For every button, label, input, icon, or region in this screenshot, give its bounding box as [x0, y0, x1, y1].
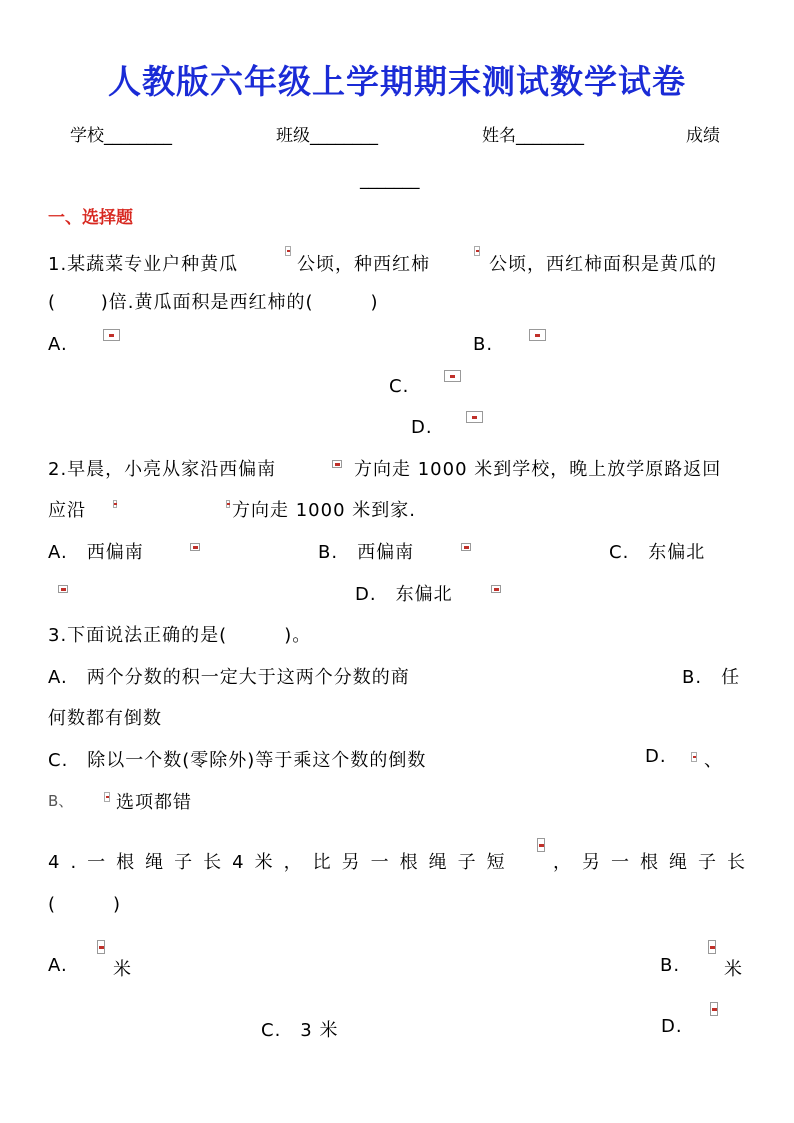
angle-image-icon — [332, 460, 342, 468]
q2-text-a: 2.早晨，小亮从家沿西偏南 — [48, 459, 277, 480]
score-field: 成绩 — [686, 126, 720, 146]
q1-option-a: A. — [48, 334, 68, 355]
score-blank: _______ — [360, 170, 420, 190]
fraction-image-icon — [444, 370, 461, 382]
q4-option-d: D. — [661, 1016, 683, 1037]
fraction-image-icon — [466, 411, 483, 423]
q3-option-b-cont: 何数都有倒数 — [48, 708, 162, 729]
option-image-icon — [104, 792, 110, 802]
section-heading: 一、选择题 — [48, 208, 133, 228]
q3-option-d: D. — [645, 746, 667, 767]
fraction-image-icon — [285, 246, 291, 256]
q4-text-line2: ( ) — [48, 894, 122, 915]
q3-option-a: A. 两个分数的积一定大于这两个分数的商 — [48, 667, 410, 688]
q3-option-d-b: B、 — [48, 792, 74, 810]
q3-option-d-sep: 、 — [704, 750, 723, 771]
q4-option-c: C. 3 米 — [261, 1020, 339, 1041]
fraction-image-icon — [708, 940, 716, 954]
q3-option-d-text: 选项都错 — [116, 792, 192, 813]
q1-text-line2: ( )倍.黄瓜面积是西红柿的( ) — [48, 292, 379, 313]
page-title: 人教版六年级上学期期末测试数学试卷 — [108, 62, 686, 101]
q1-option-b: B. — [473, 334, 494, 355]
fraction-image-icon — [710, 1002, 718, 1016]
q3-text: 3.下面说法正确的是( )。 — [48, 625, 312, 646]
q4-text-a: 4.一根绳子长4米，比另一根绳子短 — [48, 852, 516, 873]
fraction-image-icon — [474, 246, 480, 256]
direction-image-icon — [226, 500, 230, 508]
q2-text-line2-b: 方向走 1000 米到家. — [232, 500, 416, 521]
angle-image-icon — [491, 585, 501, 593]
angle-image-icon — [190, 543, 200, 551]
school-field: 学校________ — [70, 126, 172, 146]
q4-option-a: A. — [48, 955, 68, 976]
q4-option-b-unit: 米 — [724, 959, 743, 980]
q1-option-c: C. — [389, 376, 410, 397]
q4-text-b: ，另一根绳子长 — [553, 852, 756, 873]
option-image-icon — [691, 752, 697, 762]
direction-image-icon — [113, 500, 117, 508]
q4-option-b: B. — [660, 955, 681, 976]
q2-text-line2-a: 应沿 — [48, 500, 86, 521]
q2-option-c: C. 东偏北 — [609, 542, 706, 563]
fraction-image-icon — [529, 329, 546, 341]
fraction-image-icon — [537, 838, 545, 852]
q2-text-b: 方向走 1000 米到学校，晚上放学原路返回 — [354, 459, 722, 480]
q3-option-b: B. 任 — [682, 667, 741, 688]
q2-option-d: D. 东偏北 — [355, 584, 453, 605]
fraction-image-icon — [97, 940, 105, 954]
q4-option-a-unit: 米 — [113, 959, 132, 980]
angle-image-icon — [461, 543, 471, 551]
q1-text-c: 公顷，西红柿面积是黄瓜的 — [489, 254, 717, 275]
class-field: 班级________ — [276, 126, 378, 146]
q1-option-d: D. — [411, 417, 433, 438]
angle-image-icon — [58, 585, 68, 593]
fraction-image-icon — [103, 329, 120, 341]
name-field: 姓名________ — [482, 126, 584, 146]
q1-text-b: 公顷，种西红柿 — [297, 254, 430, 275]
q2-option-a: A. 西偏南 — [48, 542, 144, 563]
q3-option-c: C. 除以一个数(零除外)等于乘这个数的倒数 — [48, 750, 427, 771]
q2-option-b: B. 西偏南 — [318, 542, 415, 563]
q1-text-a: 1.某蔬菜专业户种黄瓜 — [48, 254, 239, 275]
